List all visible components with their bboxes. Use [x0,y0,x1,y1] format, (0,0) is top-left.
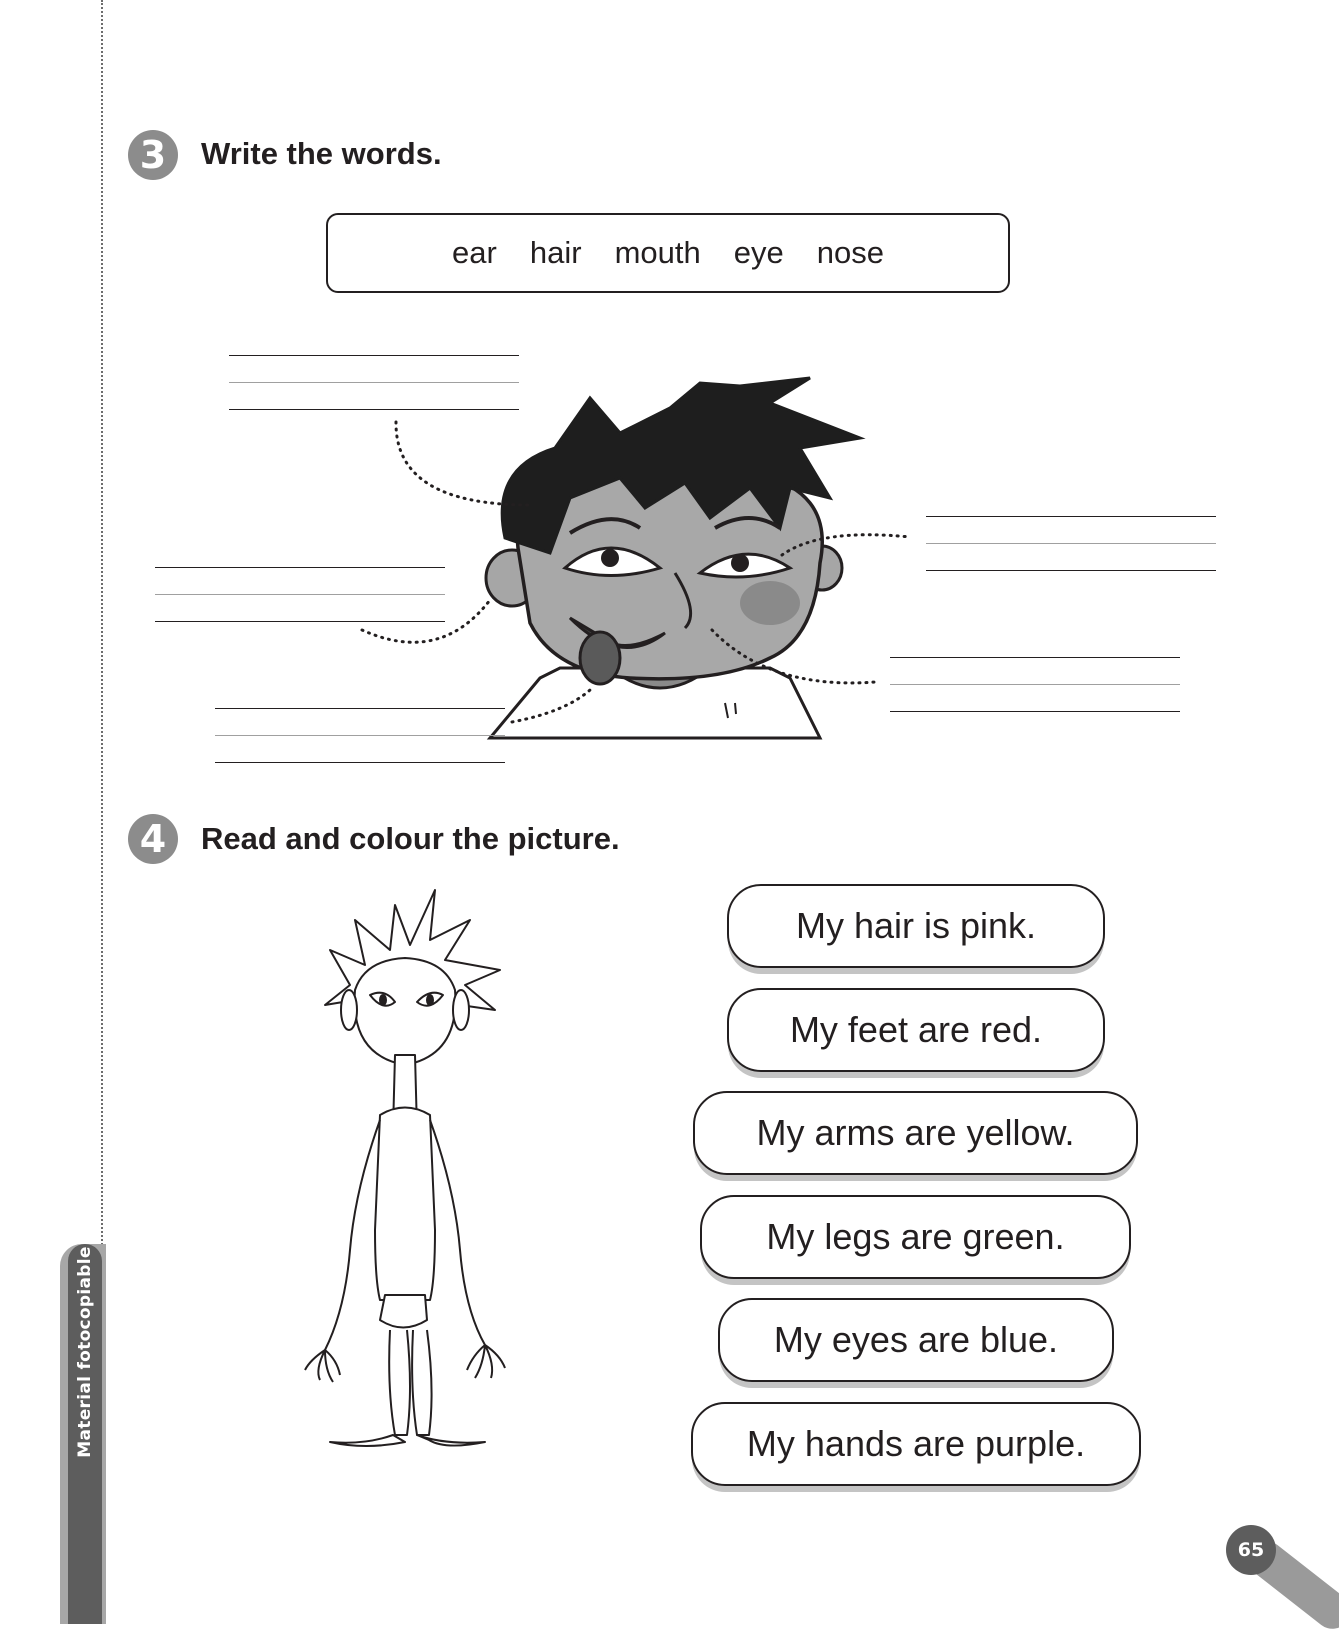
sentence-pill: My legs are green. [700,1195,1131,1279]
word-bank-item: hair [529,235,582,270]
exercise-4-title: Read and colour the picture. [201,821,620,856]
answer-lines-eye[interactable] [926,516,1216,572]
answer-lines-nose[interactable] [890,657,1180,713]
photocopiable-label: Material fotocopiable [75,1246,95,1458]
word-bank-item: eye [733,235,784,270]
sentence-pill: My feet are red. [727,988,1105,1072]
sentence-pill: My hands are purple. [691,1402,1141,1486]
exercise-3-title: Write the words. [201,136,442,171]
exercise-3-number: 3 [128,130,178,180]
sentence-pill: My eyes are blue. [718,1298,1114,1382]
word-bank-item: mouth [614,235,701,270]
exercise-4-number: 4 [128,814,178,864]
sentence-pill: My hair is pink. [727,884,1105,968]
alien-figure-illustration [295,890,525,1470]
answer-lines-ear[interactable] [155,567,445,623]
word-bank-item: ear [452,235,497,270]
page-number: 65 [1226,1525,1276,1575]
word-bank-item: nose [816,235,884,270]
answer-lines-mouth[interactable] [215,708,505,764]
sentence-pill: My arms are yellow. [693,1091,1138,1175]
answer-lines-hair[interactable] [229,355,519,411]
